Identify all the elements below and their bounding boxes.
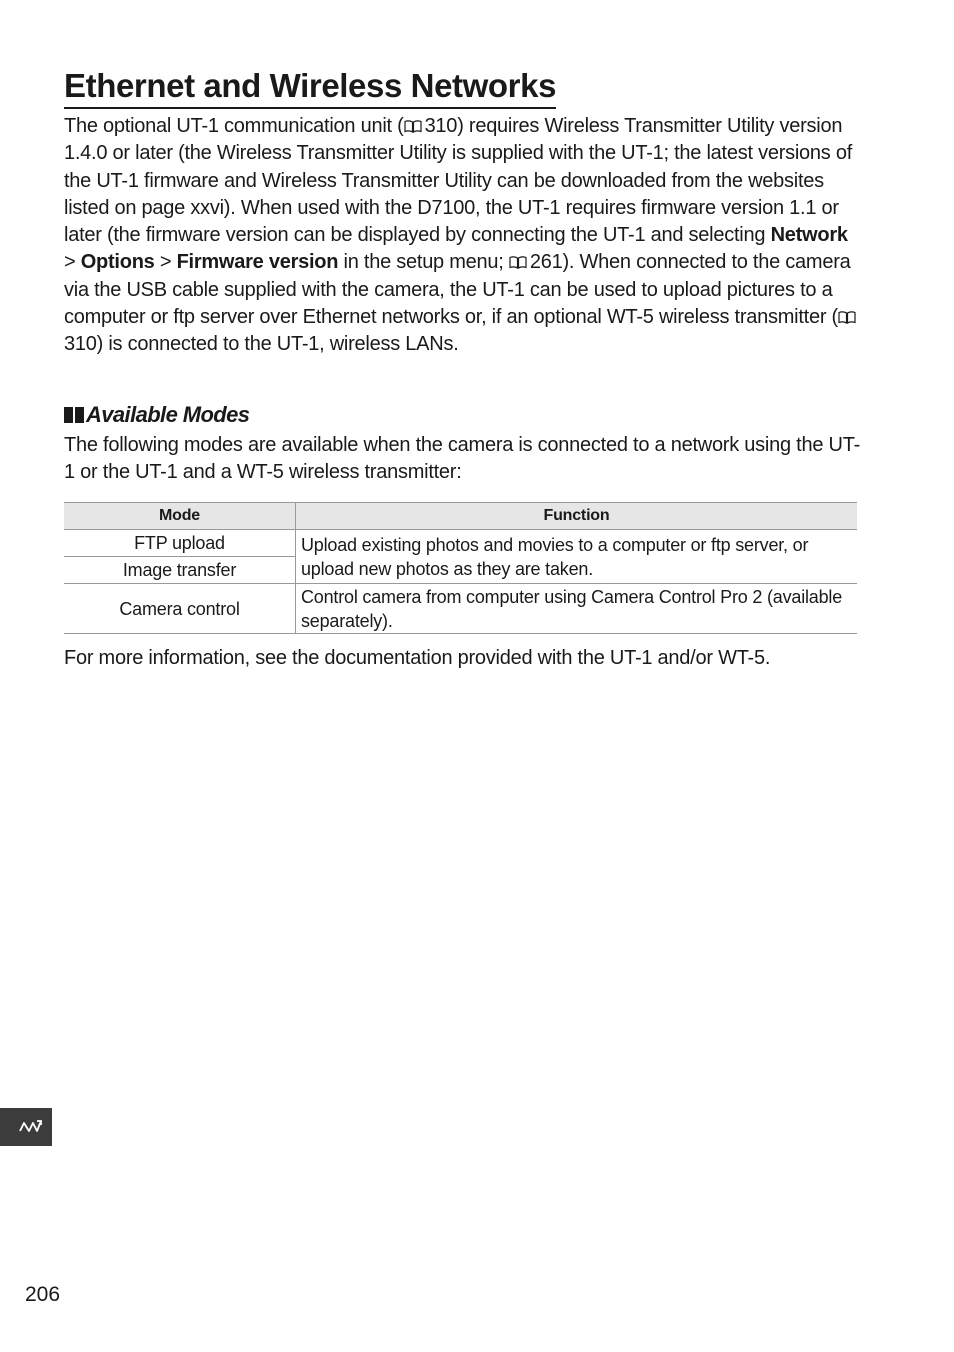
intro-paragraph: The optional UT-1 communication unit ( 310) requires Wireless Transmitter Utility version 1.4.0 or later (the Wireless Transmitter Utility is supplied with the UT-1; the latest versions of the UT-1 firmware and Wireless Transmitter Utility can be downloaded from the websites listed on page xxvi). When used with the D7100, the UT-1 requires firmware version 1.1 or later (the firmware version can be displayed by connecting the UT-1 and selecting Network > Options > Firmware version in the setup menu; 261). When connected to the camera via the USB cable supplied with the camera, the UT-1 can be used to upload pictures to a computer or ftp server over Ethernet networks or, if an optional WT-5 wireless transmitter (310) is connected to the UT-1, wireless LANs. [64, 113, 864, 359]
heading-marker-icon [64, 407, 73, 423]
table-header-row [64, 503, 857, 530]
mode-cell: Image transfer [64, 557, 296, 584]
modes-intro: The following modes are available when the camera is connected to a network using the UT-1 or the UT-1 and a WT-5 wireless transmitter: [64, 434, 860, 484]
footer-note: For more information, see the documentation provided with the UT-1 and/or WT-5. [64, 647, 771, 669]
section-heading: Available Modes [64, 400, 249, 430]
network-icon [18, 1118, 44, 1136]
book-icon [838, 311, 856, 324]
page-ref: 310 [424, 115, 458, 137]
function-cell: Control camera from computer using Camera Control Pro 2 (available separately). [296, 584, 858, 634]
page-ref: 310 [64, 333, 97, 356]
menu-firmware-version: Firmware version [176, 251, 339, 274]
menu-network: Network [770, 224, 848, 247]
menu-options: Options [80, 251, 155, 274]
page-number: 206 [25, 1283, 61, 1306]
book-icon [509, 256, 527, 269]
section-tab [0, 1108, 52, 1146]
mode-cell: Camera control [64, 584, 296, 634]
function-cell: Upload existing photos and movies to a computer or ftp server, or upload new photos as they are taken. [296, 530, 858, 584]
book-icon [404, 120, 422, 133]
column-header-mode: Mode [64, 503, 296, 530]
page-ref: 261 [529, 251, 563, 274]
page-title: Ethernet and Wireless Networks [64, 66, 556, 109]
table-row [64, 530, 857, 557]
modes-table [64, 502, 857, 634]
table-row [64, 584, 857, 634]
mode-cell: FTP upload [64, 530, 296, 557]
heading-marker-icon [75, 407, 84, 423]
column-header-function: Function [296, 503, 858, 530]
